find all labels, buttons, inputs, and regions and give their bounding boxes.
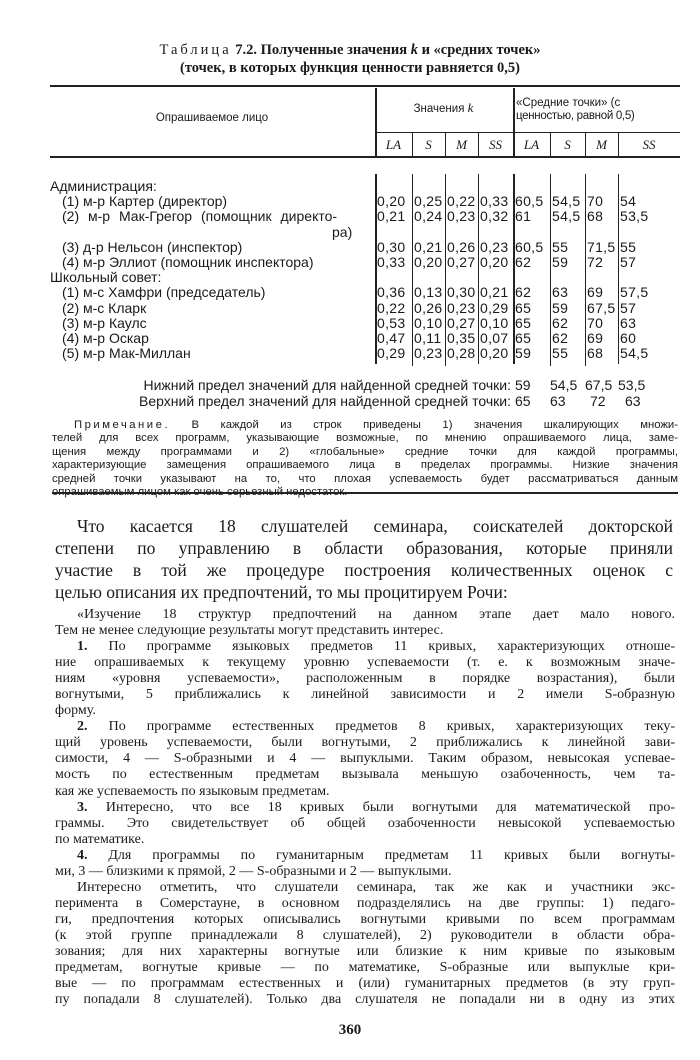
table-title xyxy=(0,41,700,59)
note-text: телей для всех программ, указывающие возможные, по мнению опрашиваемого лица, заме- xyxy=(52,432,678,445)
note-line xyxy=(52,459,678,472)
column-divider xyxy=(375,88,377,157)
cell-value: 54,5 xyxy=(552,193,581,210)
row-name: Администрация: xyxy=(50,178,157,194)
cell-value: 0,27 xyxy=(447,314,476,331)
cell-value: 0,29 xyxy=(480,299,509,316)
cell-value: 63 xyxy=(552,284,569,301)
quote-line xyxy=(55,816,675,832)
quote-line xyxy=(55,944,675,960)
note-text: характеризующие замещения опрашиваемого лица в пределах программы. Низкие значения xyxy=(52,459,678,472)
cell-value: 0,23 xyxy=(447,208,476,225)
cell-value: 0,36 xyxy=(377,284,406,301)
cell-value: 60,5 xyxy=(515,238,544,255)
row-name: (5) м-р Мак-Миллан xyxy=(62,345,191,362)
header-midpoints-1: «Средние точки» (с xyxy=(516,97,621,109)
quote-text-line: ниям «уровня успеваемости», расположенным в порядке возрастания), были xyxy=(55,671,675,687)
subcol-header: S xyxy=(564,137,571,152)
cell-value: 65 xyxy=(515,330,532,346)
note-text: средней точки указывают на то, что плохая успеваемость будет рассматриваться данным xyxy=(52,472,678,485)
subcol-header: LA xyxy=(385,137,402,152)
paragraph-number: 4. xyxy=(77,847,88,863)
cell-value: 0,30 xyxy=(447,284,476,301)
table-row xyxy=(50,285,680,300)
table-row xyxy=(50,194,680,209)
table-label: Таблица xyxy=(159,42,232,58)
quote-line xyxy=(55,928,675,944)
paragraph-number: 3. xyxy=(77,799,88,815)
note-text: щения между программами и 2) «глобальные» средние точки для каждой программы, xyxy=(52,445,678,458)
intro-line: участие в той же процедуре построения количественных оценок с xyxy=(55,560,673,580)
quote-line xyxy=(55,960,675,976)
quote-line xyxy=(55,848,675,864)
cell-value: 62 xyxy=(515,254,532,270)
cell-value: 0,23 xyxy=(414,345,443,362)
cell-value: 0,20 xyxy=(480,254,509,270)
note-line xyxy=(52,473,678,486)
quote-line xyxy=(55,976,675,992)
table-title-k: k xyxy=(410,42,418,58)
cell-value: 59 xyxy=(552,299,569,316)
column-divider xyxy=(550,133,551,157)
cell-value: 0,13 xyxy=(414,284,443,301)
subcol-header: LA xyxy=(523,137,540,152)
summary-value: 59 xyxy=(515,377,531,393)
note-label: Примечание. xyxy=(74,419,171,431)
cell-value: 0,27 xyxy=(447,254,476,270)
cell-value: 0,28 xyxy=(447,345,476,362)
row-name: (3) д-р Нельсон (инспектор) xyxy=(62,238,243,255)
cell-value: 69 xyxy=(587,330,604,346)
cell-value: 0,22 xyxy=(447,193,476,210)
cell-value: 65 xyxy=(515,299,532,316)
cell-value: 0,26 xyxy=(414,299,443,316)
cell-value: 70 xyxy=(587,314,604,331)
row-name: (4) м-р Эллиот (помощник инспектора) xyxy=(62,254,314,270)
row-name: (2) м-р Мак-Грегор (помощник директо- xyxy=(62,208,338,225)
table-title-b: и «средних точек» xyxy=(417,42,541,58)
subcol-header: SS xyxy=(489,137,502,152)
quote-line xyxy=(55,735,675,751)
cell-value: 71,5 xyxy=(587,238,616,255)
summary-label: Нижний предел значений для найденной средней точки: xyxy=(143,377,511,393)
subcol-header: SS xyxy=(642,137,656,152)
row-name: (1) м-р Картер (директор) xyxy=(62,193,228,210)
cell-value: 0,20 xyxy=(480,345,509,362)
column-divider xyxy=(618,133,619,157)
quote-line xyxy=(55,639,675,655)
quote-text-line: Интересно, что все 18 кривых были вогнутыми для математической про- xyxy=(87,799,675,815)
cell-value: 59 xyxy=(515,345,532,362)
cell-value: 53,5 xyxy=(620,208,649,225)
quote-text-line: граммы. Это свидетельствует об общей озабоченности невысокой успеваемостью xyxy=(55,815,675,831)
table-title-a: 7.2. Полученные значения xyxy=(235,42,411,58)
cell-value: 0,21 xyxy=(414,238,443,255)
cell-value: 0,07 xyxy=(480,330,509,346)
note-line xyxy=(52,432,678,445)
summary-value: 53,5 xyxy=(618,377,646,393)
cell-value: 57 xyxy=(620,299,637,316)
cell-value: 0,20 xyxy=(414,254,443,270)
quote-text-line: По программе естественных предметов 8 кривых, характеризующих теку- xyxy=(87,719,675,735)
quote-text-line: (к этой группе принадлежали 8 слушателей), 2) руководители в области обра- xyxy=(55,927,675,943)
table-row xyxy=(50,179,680,194)
quote-line xyxy=(55,751,675,767)
table-top-rule xyxy=(50,85,680,87)
cell-value: 0,35 xyxy=(447,330,476,346)
row-name: (1) м-с Хамфри (председатель) xyxy=(62,284,266,301)
quote-text-line: Тем не менее следующие результаты могут представить интерес. xyxy=(55,623,444,639)
cell-value: 0,21 xyxy=(377,208,406,225)
row-name: (4) м-р Оскар xyxy=(62,330,149,346)
page-number: 360 xyxy=(338,1022,362,1038)
cell-value: 59 xyxy=(552,254,569,270)
cell-value: 0,10 xyxy=(480,314,509,331)
table-row xyxy=(50,255,680,270)
quote-line xyxy=(55,703,675,719)
cell-value: 70 xyxy=(587,193,604,210)
header-k-values xyxy=(375,101,512,116)
quote-text-line: зования; для них характерны вогнутые или близкие к ним кривые по языковым xyxy=(55,943,675,959)
cell-value: 0,11 xyxy=(414,330,442,346)
table-row xyxy=(50,301,680,316)
quote-line xyxy=(55,607,675,623)
column-divider xyxy=(585,133,586,157)
summary-value: 72 xyxy=(590,393,606,409)
cell-value: 65 xyxy=(515,314,532,331)
cell-value: 54,5 xyxy=(620,345,649,362)
cell-value: 62 xyxy=(552,314,569,331)
cell-value: 68 xyxy=(587,208,604,225)
cell-value: 54,5 xyxy=(552,208,581,225)
quote-text-line: пу попадали 8 слушателей). Только два слушателя не попадали ни в одну из этих xyxy=(55,992,675,1008)
intro-paragraph xyxy=(55,515,673,603)
header-k-label: Значения xyxy=(413,103,468,115)
quote-text-line: вые — по программам естественных и (или) гуманитарных предметов (в эту груп- xyxy=(55,976,675,992)
column-divider xyxy=(513,88,515,157)
cell-value: 0,20 xyxy=(377,193,406,210)
quote-text-line: «Изучение 18 структур предпочтений на данном этапе дает мало нового. xyxy=(77,607,675,622)
quote-line xyxy=(55,912,675,928)
table-row xyxy=(50,316,680,331)
intro-line: Что касается 18 слушателей семинара, соискателей докторской xyxy=(77,516,673,536)
cell-value: 69 xyxy=(587,284,604,301)
cell-value: 0,53 xyxy=(377,314,406,331)
summary-value: 65 xyxy=(515,393,531,409)
row-name: Школьный совет: xyxy=(50,269,162,286)
quote-line xyxy=(55,687,675,703)
quote-text-line: ми, 3 — близкими к прямой, 2 — S-образными и 2 — выпуклыми. xyxy=(55,863,452,879)
summary-label: Верхний предел значений для найденной средней точки: xyxy=(139,393,511,409)
table-row xyxy=(50,331,680,346)
note-text: В каждой из строк приведены 1) значения шкалирующих множи- xyxy=(170,419,678,431)
row-name: (3) м-р Каулс xyxy=(62,314,147,331)
quote-line xyxy=(55,880,675,896)
cell-value: 72 xyxy=(587,254,604,270)
quote-line xyxy=(55,992,675,1008)
quote-line xyxy=(55,655,675,671)
cell-value: 0,32 xyxy=(480,208,509,225)
quote-text-line: по математике. xyxy=(55,831,145,847)
cell-value: 0,21 xyxy=(480,284,509,301)
quote-text-line: ние опрашиваемых к текущему уровню успеваемости (т. е. к возможным значе- xyxy=(55,655,675,671)
header-k-symbol: k xyxy=(467,100,474,115)
cell-value: 57,5 xyxy=(620,284,649,301)
cell-value: 54 xyxy=(620,193,637,210)
cell-value: 60 xyxy=(620,330,637,346)
quote-line xyxy=(55,767,675,783)
table-end-rule xyxy=(52,492,678,494)
cell-value: 0,22 xyxy=(377,299,406,316)
intro-line: степени по управлению в области образования, которые приняли xyxy=(55,538,673,558)
paragraph-number: 1. xyxy=(77,639,88,655)
table-row xyxy=(50,225,680,240)
quote-line xyxy=(55,896,675,912)
cell-value: 68 xyxy=(587,345,604,362)
cell-value: 0,29 xyxy=(377,345,406,362)
summary-value: 63 xyxy=(625,393,641,409)
summary-value: 54,5 xyxy=(550,377,578,393)
cell-value: 62 xyxy=(515,284,532,301)
row-name: ра) xyxy=(332,223,353,240)
summary-value: 63 xyxy=(550,393,566,409)
cell-value: 57 xyxy=(620,254,637,270)
cell-value: 61 xyxy=(515,208,532,225)
cell-value: 60,5 xyxy=(515,193,544,210)
quote-text-line: Интересно отметить, что слушатели семинара, так же как и участники экс- xyxy=(77,879,675,895)
cell-value: 0,25 xyxy=(414,193,443,210)
quote-line xyxy=(55,623,675,639)
quote-text-line: симости, 4 — S-образными и 4 — выпуклыми. Таким образом, невысокая успевае- xyxy=(55,751,675,767)
subcol-header: S xyxy=(425,137,432,152)
quote-text xyxy=(55,607,675,1008)
intro-line: целью описания их предпочтений, то мы процитируем Рочи: xyxy=(55,582,508,602)
summary-value: 67,5 xyxy=(585,377,613,393)
row-name: (2) м-с Кларк xyxy=(62,299,147,316)
quote-line xyxy=(55,671,675,687)
cell-value: 0,24 xyxy=(414,208,443,225)
table-row xyxy=(50,209,680,224)
cell-value: 0,10 xyxy=(414,314,443,331)
quote-text-line: перимента в Сомерстауне, в основном подразделялись на две группы: 1) педаго- xyxy=(55,895,675,911)
cell-value: 0,33 xyxy=(377,254,406,270)
quote-text-line: предметам, вогнутые кривые — по математике, S-образные или выпуклые кри- xyxy=(55,960,675,976)
quote-text-line: мость по естественным предметам вызывала меньшую озабоченность, чем та- xyxy=(55,767,675,783)
note-line xyxy=(52,446,678,459)
quote-text-line: Для программы по гуманитарным предметам 11 кривых были вогнуты- xyxy=(87,847,675,863)
cell-value: 55 xyxy=(552,238,569,255)
cell-value: 0,23 xyxy=(480,238,509,255)
quote-text-line: щий уровень успеваемости, были вогнутыми, 2 приближались к линейной зави- xyxy=(55,735,675,751)
table-subtitle: (точек, в которых функция ценности равняется 0,5) xyxy=(179,60,520,76)
quote-text-line: кая же успеваемость по языковым предметам. xyxy=(55,783,330,799)
column-divider xyxy=(445,133,446,157)
quote-line xyxy=(55,864,675,880)
table-row xyxy=(50,270,680,285)
cell-value: 0,47 xyxy=(377,330,406,346)
quote-text-line: ги, предпочтения которых описывались вогнутыми кривыми по всем программам xyxy=(55,911,675,927)
note-line xyxy=(52,419,678,432)
paragraph-number: 2. xyxy=(77,719,88,735)
table-note xyxy=(52,419,678,499)
cell-value: 62 xyxy=(552,330,569,346)
cell-value: 63 xyxy=(620,314,637,331)
quote-text-line: По программе языковых предметов 11 кривых, характеризующих отноше- xyxy=(87,639,675,655)
cell-value: 55 xyxy=(620,238,637,255)
quote-line xyxy=(55,784,675,800)
quote-line xyxy=(55,832,675,848)
header-mid-rule xyxy=(375,132,680,133)
column-divider xyxy=(412,133,413,157)
table-row xyxy=(50,240,680,255)
header-person: Опрашиваемое лицо xyxy=(155,112,269,124)
cell-value: 0,26 xyxy=(447,238,476,255)
cell-value: 67,5 xyxy=(587,299,616,316)
subcol-header: M xyxy=(596,137,607,152)
cell-value: 0,30 xyxy=(377,238,406,255)
quote-text-line: форму. xyxy=(55,703,96,719)
column-divider xyxy=(478,133,479,157)
header-midpoints-2: ценностью, равной 0,5) xyxy=(516,110,635,122)
quote-text-line: вогнутыми, 5 приближались к линейной зависимости и 2 имели S-образную xyxy=(55,687,675,703)
cell-value: 55 xyxy=(552,345,569,362)
table-row xyxy=(50,346,680,361)
cell-value: 0,33 xyxy=(480,193,509,210)
quote-line xyxy=(55,719,675,735)
quote-line xyxy=(55,800,675,816)
subcol-header: M xyxy=(456,137,467,152)
cell-value: 0,23 xyxy=(447,299,476,316)
